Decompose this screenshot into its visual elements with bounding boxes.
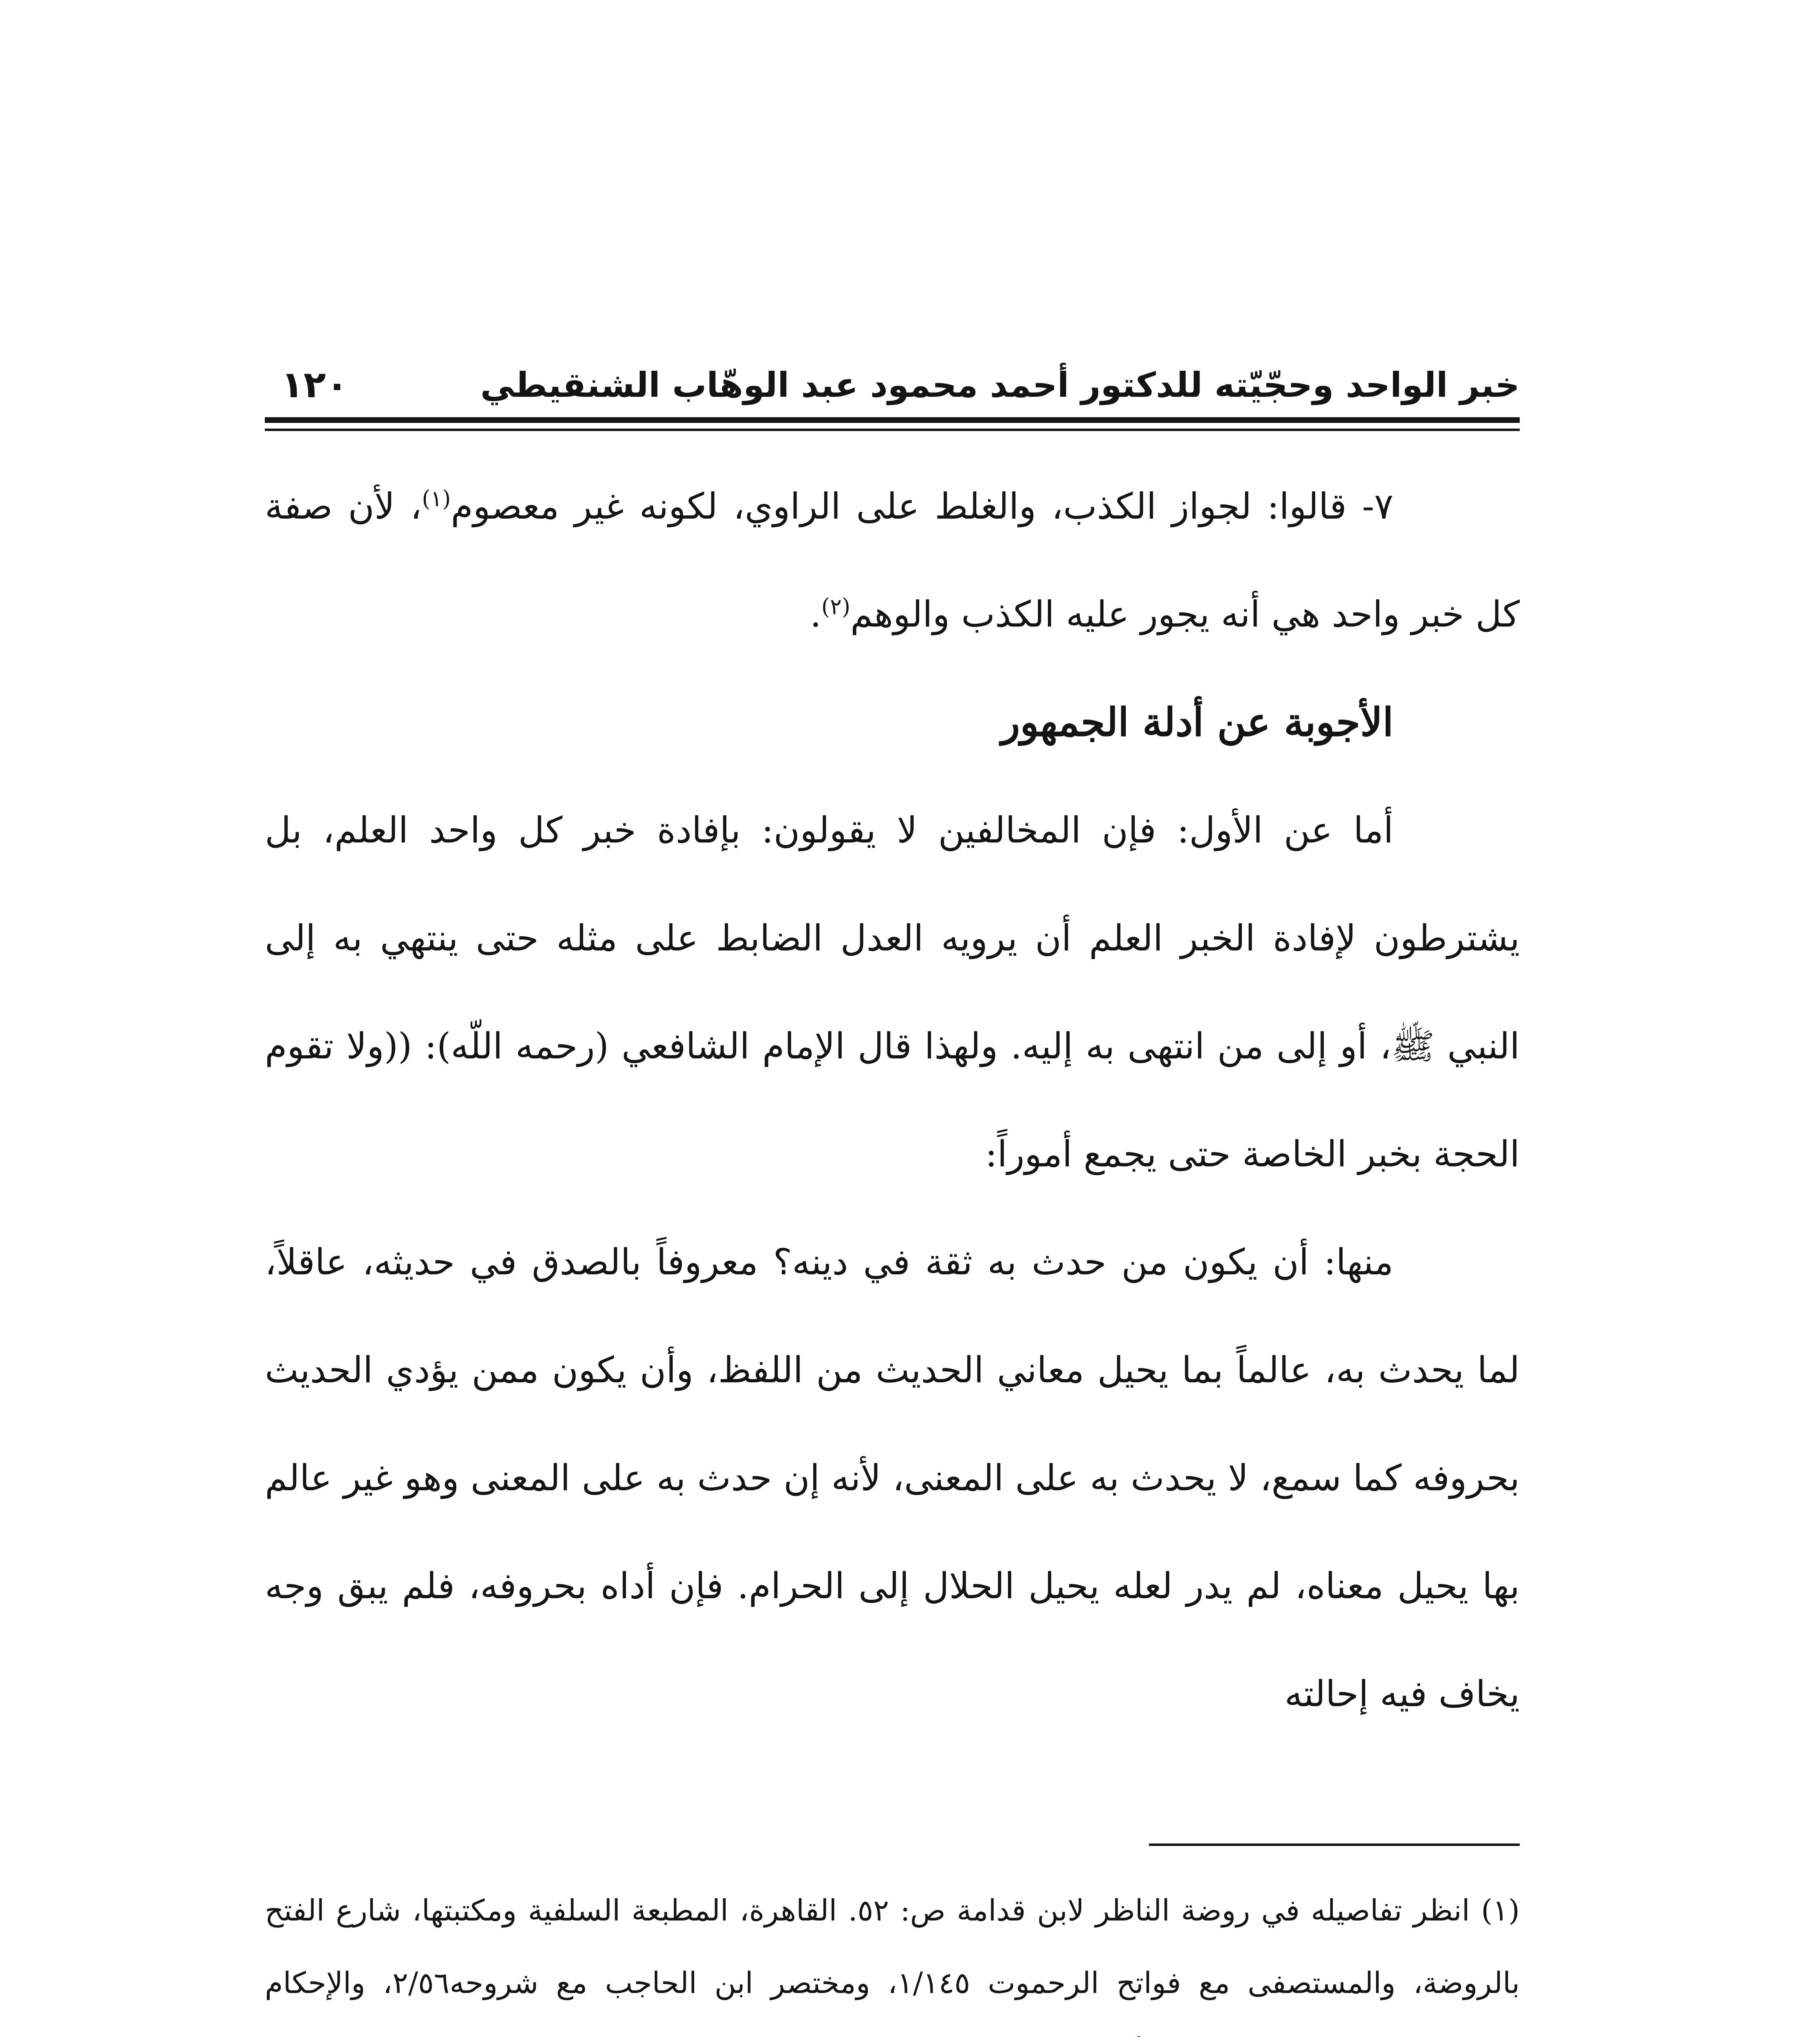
paragraph-text: ٧- قالوا: لجواز الكذب، والغلط على الراوي، لكونه غير معصوم — [451, 485, 1394, 527]
footnote-1: (١) انظر تفاصيله في روضة الناظر لابن قدامة ص: ٥٢. القاهرة، المطبعة السلفية ومكتبتها، شارع الفتح بالروضة، والمستصفى مع فواتح الرحموت ١/١٤٥، ومختصر ابن الحاجب مع شروحه٢/٥٦، والإحكام — [265, 1893, 1520, 2000]
paragraph-text: ، لأن صفة كل خبر واحد هي أنه يجور عليه الكذب والوهم — [265, 485, 1520, 635]
running-title: خبر الواحد وحجّيّته للدكتور أحمد محمود عبد الوهّاب الشنقيطي — [480, 365, 1520, 405]
footnotes — [265, 1874, 1520, 2037]
paragraph-answer-first: أما عن الأول: فإن المخالفين لا يقولون: بإفادة خبر كل واحد العلم، بل يشترطون لإفادة الخبر العلم أن يرويه العدل الضابط على مثله حتى ينتهي به إلى النبي ﷺ، أو إلى من انتهى به إليه. ولهذا قال الإمام الشافعي (رحمه اللّه): ((ولا تقوم الحجة بخبر الخاصة حتى يجمع أموراً: — [265, 809, 1520, 1175]
footnote-ref-2[interactable]: (٢) — [821, 594, 851, 620]
main-text — [265, 452, 1520, 1748]
page-number: ١٢٠ — [281, 363, 348, 406]
paragraph-objection-7 — [265, 452, 1520, 668]
section-heading: الأجوبة عن أدلة الجمهور — [1001, 699, 1393, 745]
paragraph-conditions: منها: أن يكون من حدث به ثقة في دينه؟ معروفاً بالصدق في حديثه، عاقلاً، لما يحدث به، عالماً بما يحيل معاني الحديث من اللفظ، وأن يكون ممن يؤدي الحديث بحروفه كما سمع، لا يحدث به على المعنى، لأنه إن حدث به على المعنى وهو غير عالم بها يحيل معناه، لم يدر لعله يحيل الحلال إلى الحرام. فإن أداه بحروفه، فلم يبق وجه يخاف فيه إحالته — [265, 1241, 1520, 1715]
footnote-separator — [1149, 1843, 1520, 1846]
book-page — [265, 0, 1520, 2037]
running-header — [265, 359, 1520, 411]
header-rule-thick — [265, 417, 1520, 423]
footnote-ref-1[interactable]: (١) — [422, 486, 451, 512]
header-rule-thin — [265, 429, 1520, 431]
paragraph-text: . — [810, 593, 821, 635]
